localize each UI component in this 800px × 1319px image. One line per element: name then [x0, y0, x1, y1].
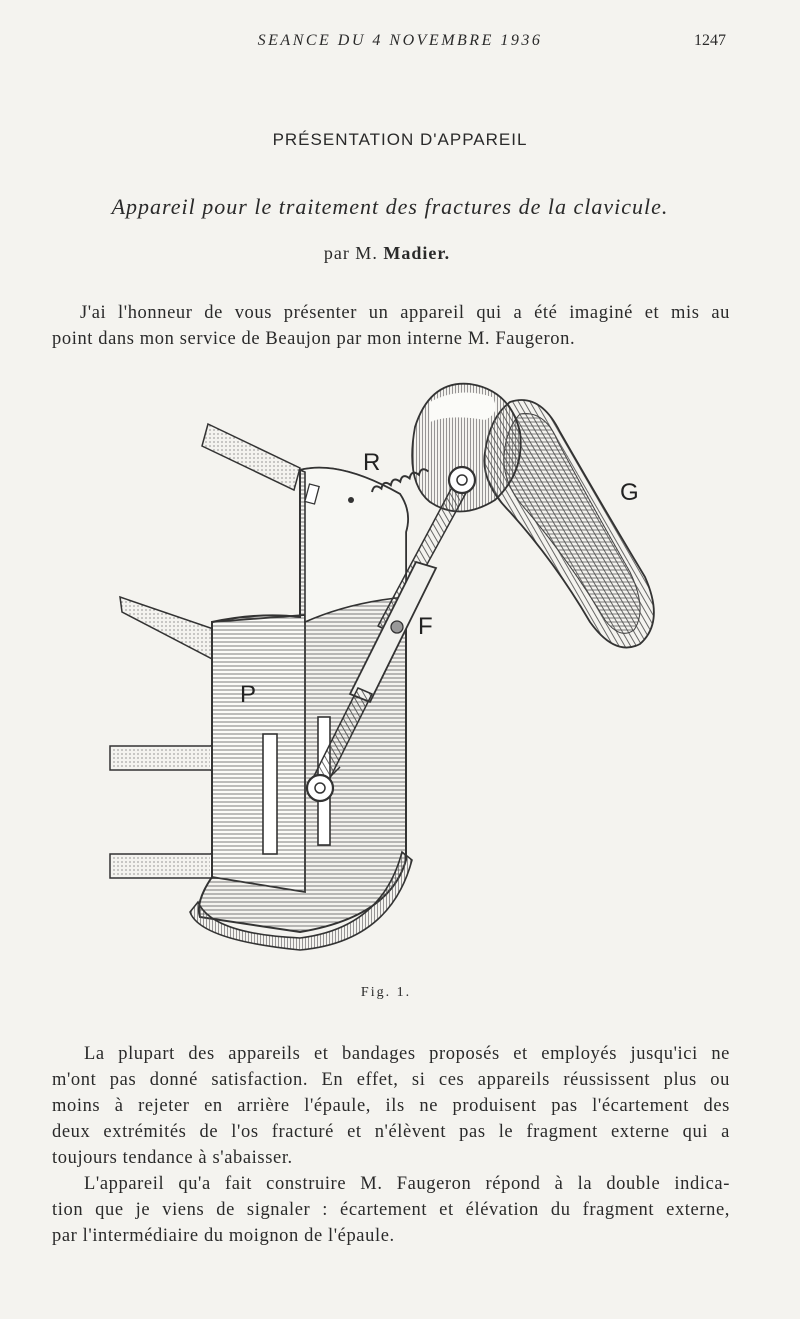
paragraph-line: deux extrémités de l'os fracturé et n'élèvent pas le fragment externe qui a: [52, 1122, 730, 1142]
byline: [0, 243, 774, 264]
body-paragraph-2: [52, 1171, 730, 1249]
page-number: 1247: [694, 32, 726, 49]
figure-caption: Fig. 1.: [360, 985, 412, 1000]
upper-strap: [202, 424, 300, 490]
label-p: P: [240, 681, 257, 708]
article-title: Appareil pour le traitement des fractures de la clavicule.: [111, 194, 669, 219]
paragraph-line: La plupart des appareils et bandages proposés et employés jusqu'ici ne: [84, 1044, 730, 1064]
slot-left: [263, 734, 277, 854]
paragraph-line: point dans mon service de Beaujon par mon interne M. Faugeron.: [52, 329, 576, 349]
byline-author: Madier.: [383, 243, 451, 263]
label-g: G: [620, 479, 639, 506]
running-title: SEANCE DU 4 NOVEMBRE 1936: [257, 32, 543, 49]
byline-prefix: par M.: [323, 243, 378, 263]
label-f: F: [418, 613, 433, 640]
running-head: [0, 32, 800, 56]
section-heading: PRÉSENTATION D'APPAREIL: [272, 130, 528, 149]
paragraph-line: L'appareil qu'a fait construire M. Faugeron répond à la double indica-: [84, 1174, 730, 1194]
appliance-drawing: [100, 372, 680, 972]
paragraph-line: toujours tendance à s'abaisser.: [52, 1148, 293, 1168]
side-strap-lower: [110, 854, 220, 878]
figure-1: [100, 372, 680, 972]
paragraph-line: m'ont pas donné satisfaction. En effet, si ces appareils réussissent plus ou: [52, 1070, 730, 1090]
paragraph-line: moins à rejeter en arrière l'épaule, ils ne produisent pas l'écartement des: [52, 1096, 730, 1116]
body-paragraph-1: [52, 1041, 730, 1171]
intro-paragraph: [52, 300, 730, 352]
paragraph-line: par l'intermédiaire du moignon de l'épaule.: [52, 1226, 395, 1246]
paragraph-line: tion que je viens de signaler : écartement et élévation du fragment externe,: [52, 1200, 730, 1220]
paragraph-line: J'ai l'honneur de vous présenter un appareil qui a été imaginé et mis au: [80, 303, 730, 323]
side-strap-middle: [110, 746, 220, 770]
label-r: R: [363, 449, 381, 476]
